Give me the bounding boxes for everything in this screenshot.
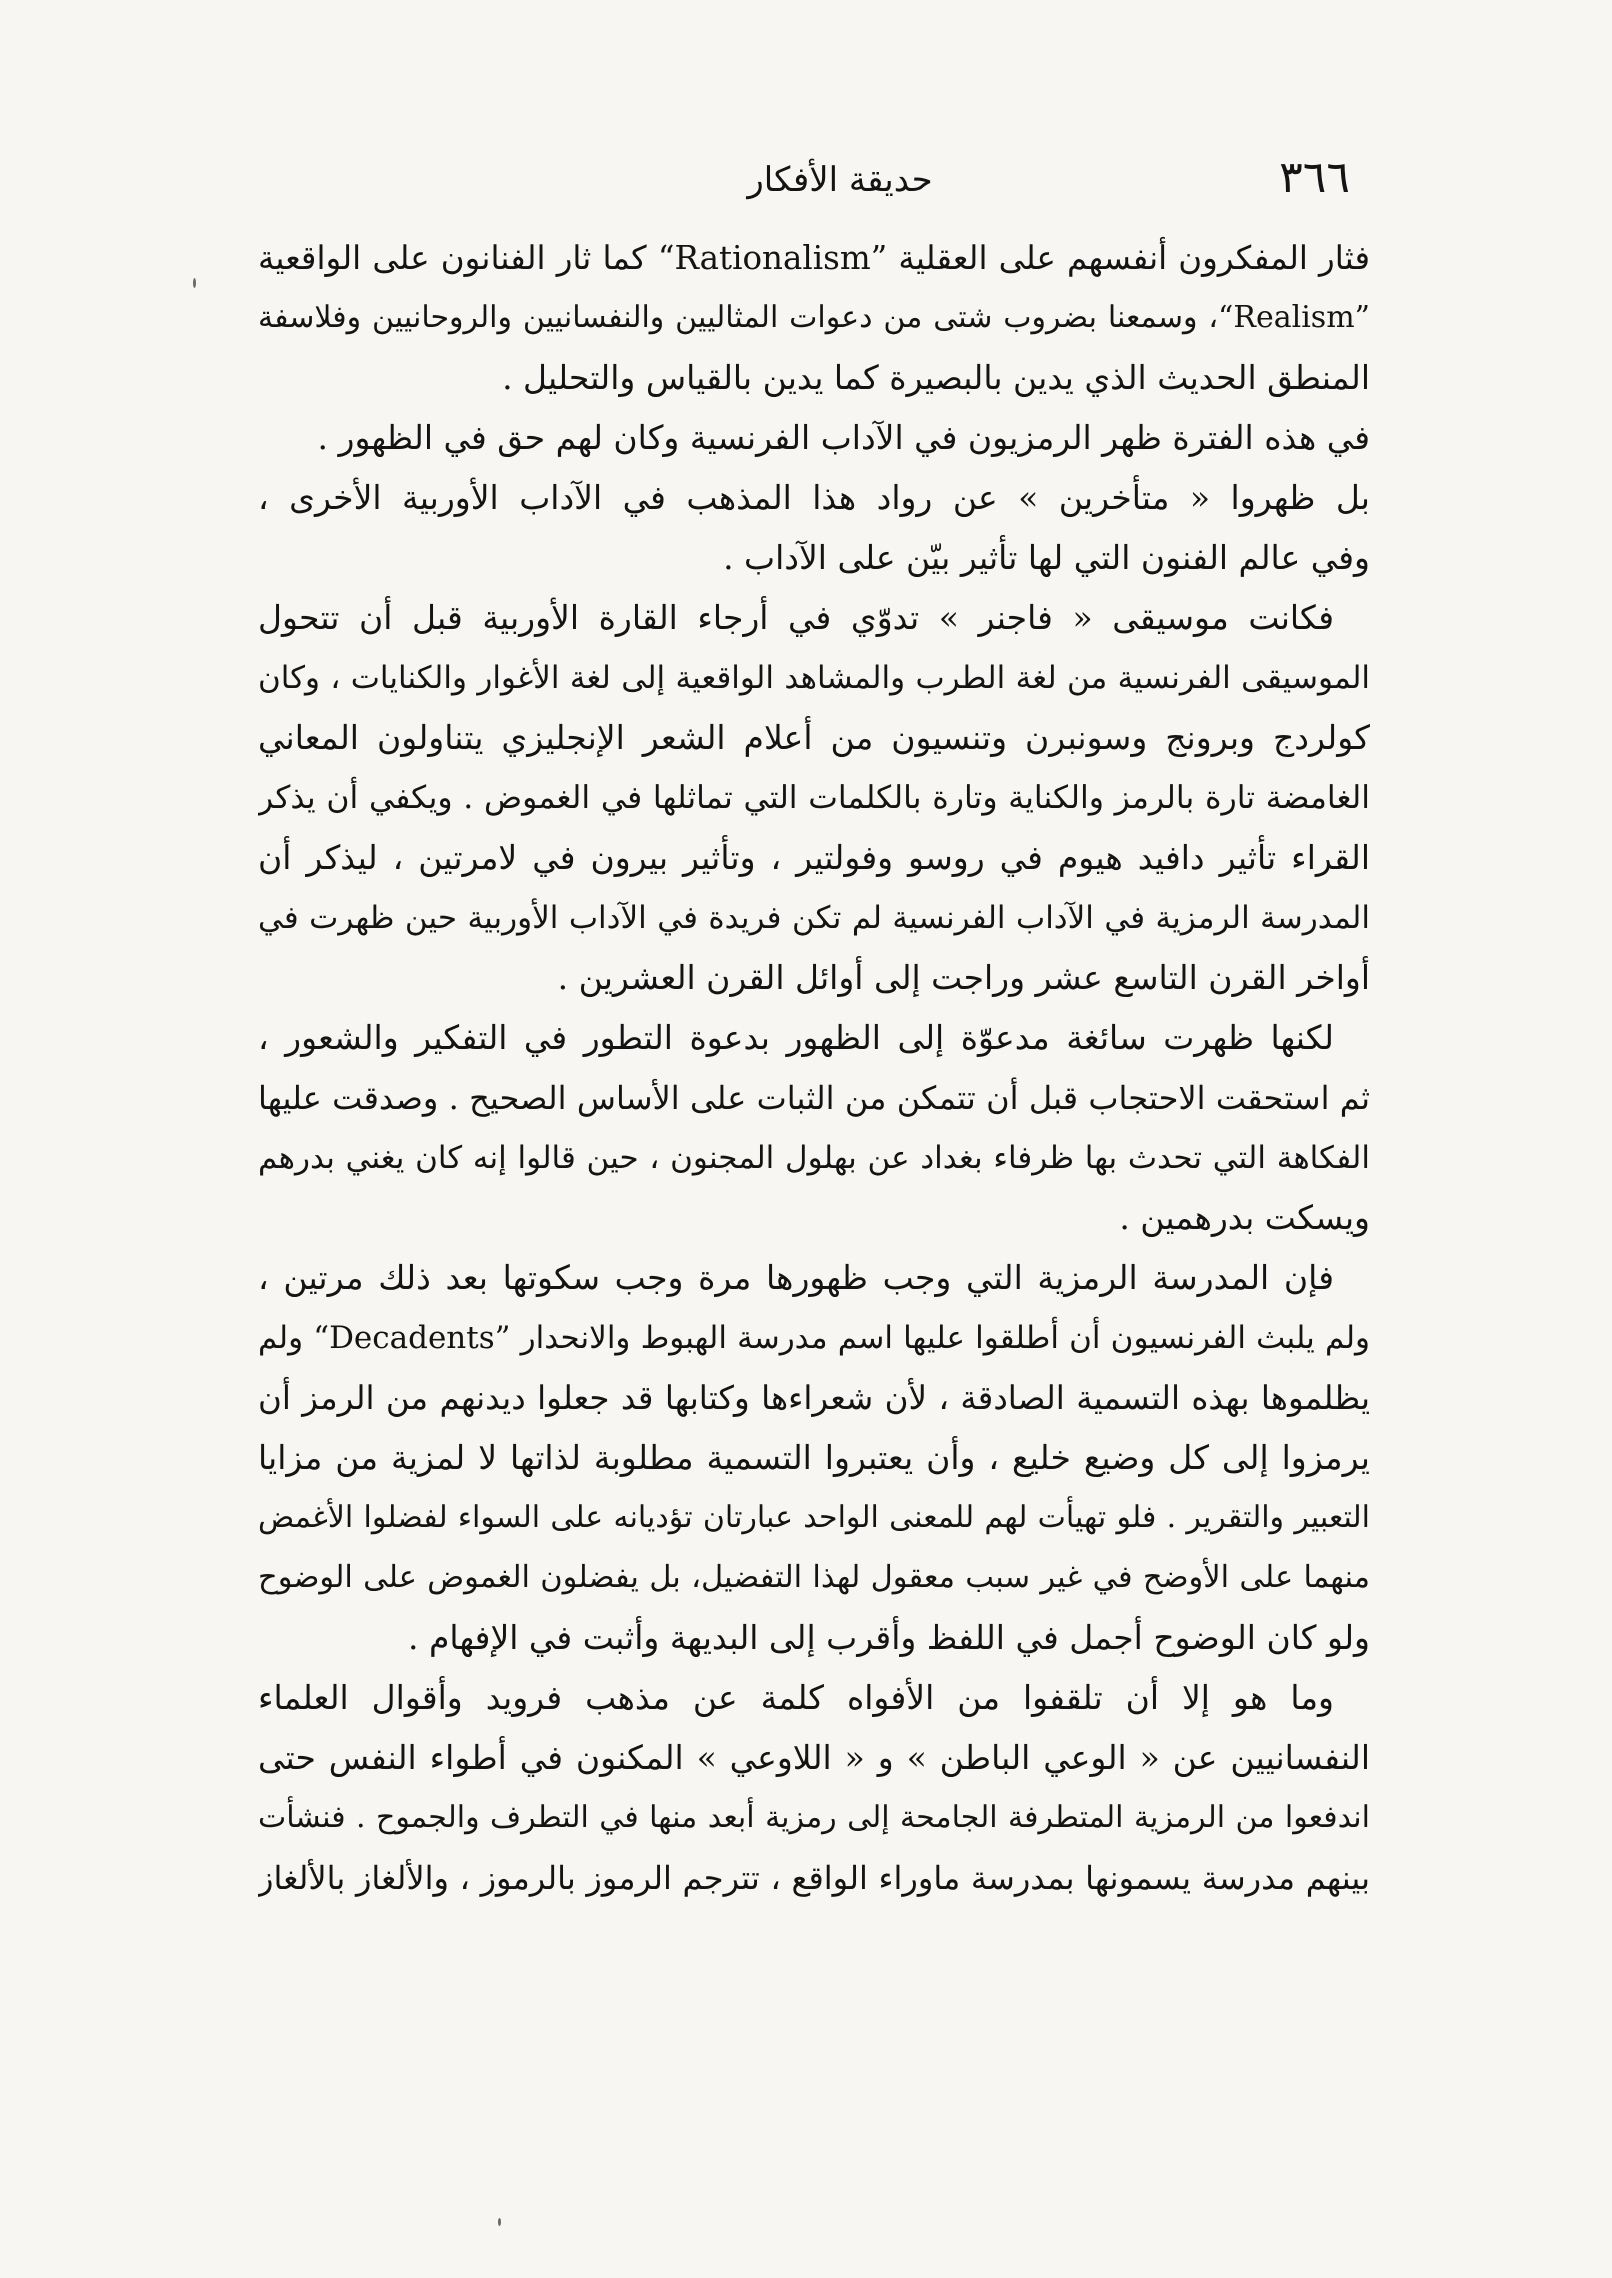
body-text <box>258 228 1370 1908</box>
text-line: أواخر القرن التاسع عشر وراجت إلى أوائل القرن العشرين . <box>557 958 1370 997</box>
text-line: بينهم مدرسة يسمونها بمدرسة ماوراء الواقع ، تترجم الرموز بالرموز ، والألغاز بالألغاز <box>258 1859 1370 1897</box>
paragraph <box>258 408 1370 468</box>
scan-speck <box>498 2218 501 2226</box>
text-line: ”Realism“، وسمعنا بضروب شتى من دعوات المثاليين والنفسانيين والروحانيين وفلاسفة <box>258 300 1370 335</box>
paragraph <box>258 1248 1370 1668</box>
text-line: الغامضة تارة بالرمز والكناية وتارة بالكلمات التي تماثلها في الغموض . ويكفي أن يذكر <box>258 780 1370 816</box>
text-line: وفي عالم الفنون التي لها تأثير بيّن على الآداب . <box>723 538 1370 577</box>
text-line: فإن المدرسة الرمزية التي وجب ظهورها مرة وجب سكوتها بعد ذلك مرتين ، <box>258 1258 1334 1297</box>
text-line: كولردج وبرونج وسونبرن وتنسيون من أعلام الشعر الإنجليزي يتناولون المعاني <box>258 718 1370 757</box>
text-line: التعبير والتقرير . فلو تهيأت لهم للمعنى الواحد عبارتان تؤديانه على السواء لفضلوا الأغمض <box>258 1500 1370 1535</box>
paragraph <box>258 468 1370 588</box>
text-line: لكنها ظهرت سائغة مدعوّة إلى الظهور بدعوة التطور في التفكير والشعور ، <box>258 1018 1334 1057</box>
text-line: فثار المفكرون أنفسهم على العقلية ”Rationalism“ كما ثار الفنانون على الواقعية <box>258 239 1370 277</box>
paragraph <box>258 1668 1370 1908</box>
text-line: يظلموها بهذه التسمية الصادقة ، لأن شعراءها وكتابها قد جعلوا ديدنهم من الرمز أن <box>258 1379 1370 1417</box>
text-line: المدرسة الرمزية في الآداب الفرنسية لم تكن فريدة في الآداب الأوربية حين ظهرت في <box>258 900 1370 936</box>
text-line: المنطق الحديث الذي يدين بالبصيرة كما يدين بالقياس والتحليل . <box>502 358 1370 397</box>
text-line: ويسكت بدرهمين . <box>1119 1198 1370 1237</box>
text-line: يرمزوا إلى كل وضيع خليع ، وأن يعتبروا التسمية مطلوبة لذاتها لا لمزية من مزايا <box>258 1438 1370 1477</box>
scan-speck <box>193 278 196 288</box>
running-title: حديقة الأفكار <box>747 160 933 200</box>
text-line: ثم استحقت الاحتجاب قبل أن تتمكن من الثبات على الأساس الصحيح . وصدقت عليها <box>258 1079 1370 1117</box>
text-line: ولو كان الوضوح أجمل في اللفظ وأقرب إلى البديهة وأثبت في الإفهام . <box>408 1618 1370 1657</box>
text-line: ولم يلبث الفرنسيون أن أطلقوا عليها اسم مدرسة الهبوط والانحدار ”Decadents“ ولم <box>258 1320 1370 1356</box>
text-line: في هذه الفترة ظهر الرمزيون في الآداب الفرنسية وكان لهم حق في الظهور . <box>317 418 1370 457</box>
text-line: القراء تأثير دافيد هيوم في روسو وفولتير ، وتأثير بيرون في لامرتين ، ليذكر أن <box>258 838 1370 877</box>
text-line: فكانت موسيقى « فاجنر » تدوّي في أرجاء القارة الأوربية قبل أن تتحول <box>258 598 1334 637</box>
text-line: اندفعوا من الرمزية المتطرفة الجامحة إلى رمزية أبعد منها في التطرف والجموح . فنشأت <box>258 1800 1370 1835</box>
text-line: الموسيقى الفرنسية من لغة الطرب والمشاهد الواقعية إلى لغة الأغوار والكنايات ، وكان <box>258 660 1370 696</box>
running-header <box>330 148 1350 208</box>
paragraph <box>258 588 1370 1008</box>
text-line: النفسانيين عن « الوعي الباطن » و « اللاوعي » المكنون في أطواء النفس حتى <box>258 1738 1370 1777</box>
text-line: منهما على الأوضح في غير سبب معقول لهذا التفضيل، بل يفضلون الغموض على الوضوح <box>258 1560 1370 1595</box>
text-line: بل ظهروا « متأخرين » عن رواد هذا المذهب في الآداب الأوربية الأخرى ، <box>258 478 1370 517</box>
text-line: الفكاهة التي تحدث بها ظرفاء بغداد عن بهلول المجنون ، حين قالوا إنه كان يغني بدرهم <box>258 1140 1370 1176</box>
text-line: وما هو إلا أن تلقفوا من الأفواه كلمة عن مذهب فرويد وأقوال العلماء <box>258 1678 1334 1717</box>
paragraph <box>258 1008 1370 1248</box>
page-number: ٣٦٦ <box>1279 152 1350 203</box>
paragraph <box>258 228 1370 408</box>
